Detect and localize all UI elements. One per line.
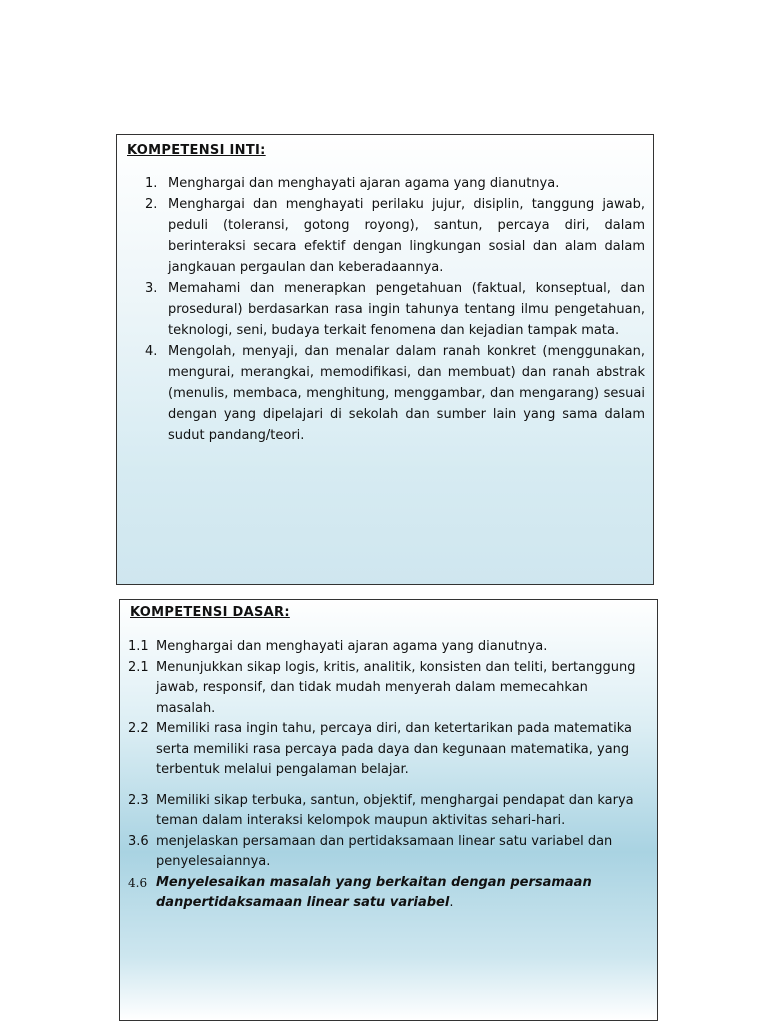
item-number: 4.6: [128, 875, 148, 890]
item-number: 2.1: [128, 659, 149, 675]
item-text: Menghargai dan menghayati ajaran agama yang dianutnya.: [156, 639, 548, 654]
list-item: [128, 658, 648, 720]
item-text: Memahami dan menerapkan pengetahuan (faktual, konseptual, dan prosedural) berdasarkan rasa ingin tahunya tentang ilmu pengetahuan, teknologi, seni, budaya terkait fenomena dan kejadian tampak mata.: [168, 281, 645, 338]
item-number: 3.6: [128, 833, 149, 849]
list-item: [128, 719, 648, 781]
kompetensi-inti-heading: KOMPETENSI INTI:: [127, 143, 266, 158]
item-text-suffix: .: [449, 895, 454, 910]
item-text: Memiliki rasa ingin tahu, percaya diri, dan ketertarikan pada matematika serta memiliki rasa percaya pada daya dan kegunaan matematika, yang terbentuk melalui pengalaman belajar.: [156, 721, 633, 777]
item-text: Memiliki sikap terbuka, santun, objektif, menghargai pendapat dan karya teman dalam interaksi kelompok maupun aktivitas sehari-hari.: [156, 792, 634, 828]
item-text: Menghargai dan menghayati ajaran agama yang dianutnya.: [168, 176, 560, 191]
item-number: 1.: [145, 176, 158, 191]
list-item: [145, 194, 645, 278]
kompetensi-dasar-box: [119, 599, 658, 1021]
item-text: menjelaskan persamaan dan pertidaksamaan linear satu variabel dan penyelesaiannya.: [156, 833, 613, 869]
list-item: [145, 341, 645, 446]
item-text: [156, 873, 648, 914]
list-item: [145, 278, 645, 341]
kompetensi-inti-box: [116, 134, 654, 585]
list-item: [128, 873, 648, 914]
item-number: 4.: [145, 344, 158, 359]
item-text: Menunjukkan sikap logis, kritis, analitik, konsisten dan teliti, bertanggung jawab, responsif, dan tidak mudah menyerah dalam memecahkan masalah.: [156, 659, 636, 716]
list-item: [145, 173, 645, 194]
list-item: [128, 791, 648, 832]
list-item: [128, 637, 648, 658]
item-number: 2.: [145, 197, 158, 212]
item-text: Menghargai dan menghayati perilaku jujur, disiplin, tanggung jawab, peduli (toleransi, gotong royong), santun, percaya diri, dalam berinteraksi secara efektif dengan lingkungan sosial dan alam dalam jangkauan pergaulan dan keberadaannya.: [168, 197, 645, 275]
list-item: [128, 832, 648, 873]
kompetensi-dasar-heading: KOMPETENSI DASAR:: [130, 605, 290, 620]
item-number: 3.: [145, 281, 158, 296]
kompetensi-dasar-list: [128, 637, 648, 914]
item-text-emphasis: Menyelesaikan masalah yang berkaitan dengan persamaan danpertidaksamaan linear satu variabel: [156, 874, 592, 910]
item-number: 1.1: [128, 639, 149, 654]
item-number: 2.3: [128, 792, 149, 808]
kompetensi-inti-list: [145, 173, 645, 446]
item-text: Mengolah, menyaji, dan menalar dalam ranah konkret (menggunakan, mengurai, merangkai, memodifikasi, dan membuat) dan ranah abstrak (menulis, membaca, menghitung, menggambar, dan mengarang) sesuai dengan yang dipelajari di sekolah dan sumber lain yang sama dalam sudut pandang/teori.: [168, 344, 645, 443]
item-number: 2.2: [128, 721, 149, 736]
